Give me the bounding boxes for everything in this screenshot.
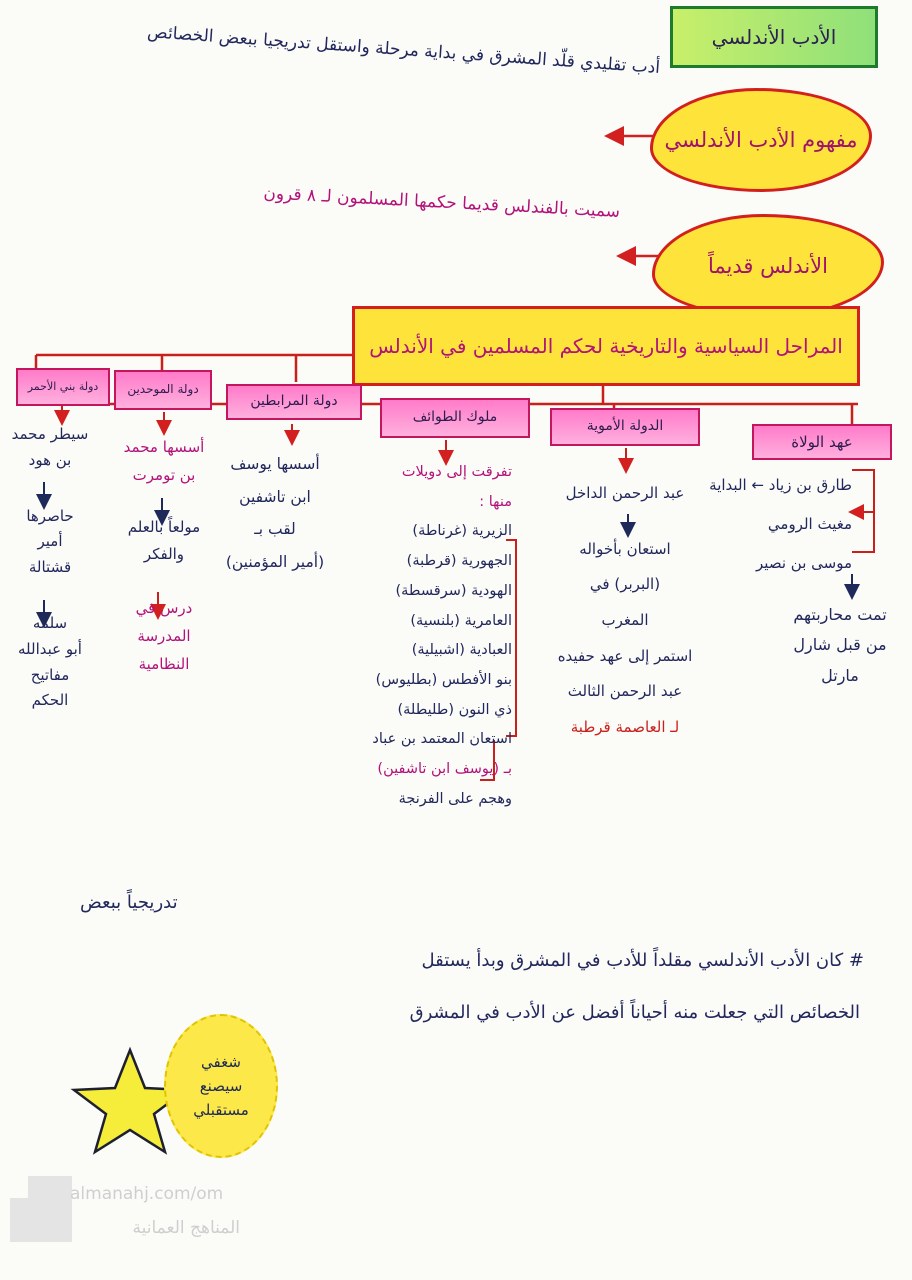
list-item: العامرية (بلنسية) [410,612,512,629]
list-item: موسى بن نصير [756,554,852,572]
concept-cloud: مفهوم الأدب الأندلسي [650,88,872,192]
list-item: والفكر [143,545,185,564]
watermark-url: almanahj.com/om [70,1184,224,1204]
list-item: مارتل [821,665,859,685]
stages-title: المراحل السياسية والتاريخية لحكم المسلمين في الأندلس [352,306,860,386]
list-item: النظامية [138,654,190,673]
list-item: تفرقت إلى دويلات [401,464,512,480]
list-item: ذي النون (طليطلة) [397,701,512,718]
summary-line-3: الخصائص التي جعلت منه أحياناً أفضل عن الأدب في المشرق [409,1002,860,1023]
motto-word: مستقبلي [193,1101,249,1119]
list-item: وهجم على الفرنجة [398,790,512,807]
list-item: استعان بأخواله [579,539,671,558]
list-item: الهودية (سرقسطة) [395,582,512,599]
list-item: عبد الرحمن الداخل [565,484,685,502]
list-item: (البربر) في [589,575,661,594]
list-item: أبو عبدالله [18,639,82,658]
old-name-cloud: الأندلس قديماً [652,214,884,318]
motto-badge [164,1014,278,1158]
list-item: حاصرها [26,506,74,525]
concept-text: أدب تقليدي قلّد المشرق في بداية مرحلة واستقل تدريجيا ببعض الخصائص [146,22,661,78]
list-item: بـ (يوسف ابن تاشفين) [377,761,512,778]
list-item: أسسها يوسف [230,455,320,473]
list-item: أمير [37,532,63,551]
summary-line-1: تدريجياً ببعض [80,892,178,913]
list-item: المدرسة [137,626,191,645]
page-title: الأدب الأندلسي [670,6,878,68]
list-item: منها : [479,493,512,510]
stage-heading-murabitun: دولة المرابطين [226,384,362,420]
list-item: أسسها محمد [123,438,205,456]
list-item: سيطر محمد [11,425,89,443]
motto-word: سيصنع [199,1077,243,1095]
watermark-name: المناهج العمانية [132,1218,240,1238]
motto-word: شغفي [201,1053,241,1071]
stage-heading-taifa: ملوك الطوائف [380,398,530,438]
list-item: سلمه [32,613,68,632]
watermark-logo-icon [10,1198,72,1242]
list-item: بن تومرت [132,465,196,484]
list-item: من قبل شارل [793,635,887,655]
list-item: المغرب [601,611,649,630]
stage-heading-ahmar: دولة بني الأحمر [16,368,110,406]
list-item: طارق بن زياد ← البداية [709,476,852,494]
list-item: قشتالة [28,558,72,577]
list-item: استمر إلى عهد حفيده [557,646,693,665]
list-item: مغيث الرومي [767,515,852,533]
list-item: ابن تاشفين [239,487,311,506]
list-item: الجهورية (قرطبة) [406,553,512,570]
list-item: استعان المعتمد بن عباد [372,731,512,748]
list-item: العبادية (اشبيلية) [411,642,512,659]
list-item: بن هود [28,450,72,469]
summary-line-2: # كان الأدب الأندلسي مقلداً للأدب في المشرق وبدأ يستقل [421,950,864,971]
list-item: الحكم [31,691,69,710]
list-item: درس في [135,599,193,617]
stage-heading-umayyad: الدولة الأموية [550,408,700,446]
list-item: بنو الأفطس (بطليوس) [375,672,512,689]
list-item: عبد الرحمن الثالث [567,682,683,701]
list-item: الزيرية (غرناطة) [412,523,512,540]
list-item: تمت محاربتهم [793,605,887,624]
list-item: لـ العاصمة قرطبة [570,718,680,737]
list-item: مولعاً بالعلم [127,517,201,536]
stage-heading-walat: عهد الولاة [752,424,892,460]
list-item: مفاتيح [30,665,70,684]
old-name-text: سميت بالفندلس قديما حكمها المسلمون لـ ٨ قرون [262,183,621,222]
list-item: (أمير المؤمنين) [225,552,325,571]
list-item: لقب بـ [254,520,296,539]
stage-heading-muwahhidun: دولة الموحدين [114,370,212,410]
